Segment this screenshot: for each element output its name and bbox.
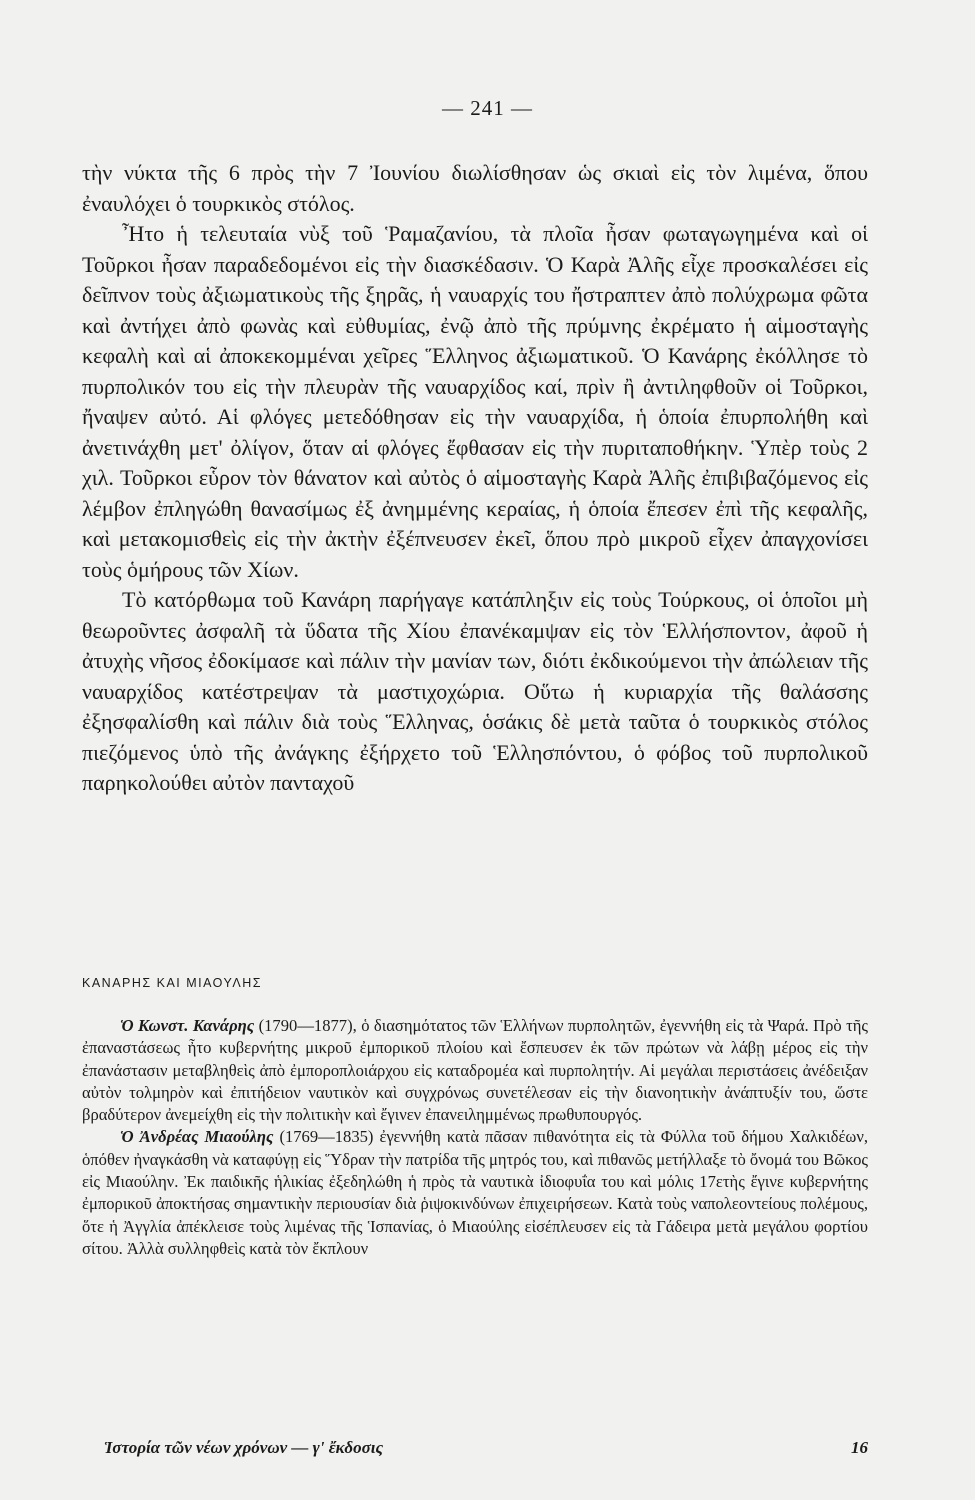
biographical-notes — [82, 1015, 868, 1260]
note-miaoulis-text: (1769—1835) ἐγεννήθη κατὰ πᾶσαν πιθανότητα εἰς τὰ Φύλλα τοῦ δήμου Χαλκιδέων, ὁπόθεν ἠναγκάσθη νὰ καταφύγῃ εἰς Ὕδραν τὴν πατρίδα τῆς μητρός του, καὶ πιθανῶς μετήλλαξε τὸ ὄνομά του Βῶκος εἰς Μιαούλην. Ἐκ παιδικῆς ἡλικίας ἐξεδηλώθη ἡ πρὸς τὰ ναυτικὰ ἰδιοφυΐα του καὶ μόλις 17ετὴς ἔγινε κυβερνήτης ἐμπορικοῦ ἀποκτήσας σημαντικὴν περιουσίαν διὰ ῥιψοκινδύνων ἐπιχειρήσεων. Κατὰ τοὺς ναπολεοντείους πολέμους, ὅτε ἡ Ἀγγλία ἀπέκλεισε τοὺς λιμένας τῆς Ἱσπανίας, ὁ Μιαούλης εἰσέπλευσεν εἰς τὰ Γάδειρα μετὰ μεγάλου φορτίου σίτου. Ἀλλὰ συλληφθεὶς κατὰ τὸν ἔκπλουν — [82, 1127, 868, 1258]
note-kanaris — [82, 1015, 868, 1126]
page-number: — 241 — — [442, 96, 533, 120]
main-text — [82, 158, 868, 799]
note-kanaris-text: (1790—1877), ὁ διασημότατος τῶν Ἑλλήνων πυρπολητῶν, ἐγεννήθη εἰς τὰ Ψαρά. Πρὸ τῆς ἐπαναστάσεως ἦτο κυβερνήτης μικροῦ ἐμπορικοῦ πλοίου καὶ ἔσπευσεν ἐκ τῶν πρώτων νὰ λάβῃ μέρος εἰς τὴν ἐπανάστασιν μεταβληθεὶς ἀπὸ ἐμποροπλοιάρχου εἰς καταδρομέα καὶ πυρπολητήν. Αἱ μεγάλαι περιστάσεις ἀνέδειξαν αὐτὸν τολμηρὸν καὶ ἐπιτήδειον ναυτικὸν καὶ συγχρόνως συνετέλεσαν εἰς τὴν διανοητικὴν ἀνάπτυξίν του, ὥστε βραδύτερον ἀνεμείχθη εἰς τὴν πολιτικὴν καὶ ἔγινεν ἐπανειλημμένως πρωθυπουργός. — [82, 1016, 868, 1125]
note-miaoulis — [82, 1126, 868, 1260]
paragraph-3: Τὸ κατόρθωμα τοῦ Κανάρη παρήγαγε κατάπληξιν εἰς τοὺς Τούρκους, οἱ ὁποῖοι μὴ θεωροῦντες ἀσφαλῆ τὰ ὕδατα τῆς Χίου ἐπανέκαμψαν εἰς τὸν Ἑλλήσποντον, ἀφοῦ ἡ ἀτυχὴς νῆσος ἐδοκίμασε καὶ πάλιν τὴν μανίαν των, διότι ἐκδικούμενοι τὴν ἀπώλειαν τῆς ναυαρχίδος κατέστρεψαν τὰ μαστιχοχώρια. Οὕτω ἡ κυριαρχία τῆς θαλάσσης ἐξησφαλίσθη καὶ πάλιν διὰ τοὺς Ἕλληνας, ὁσάκις δὲ μετὰ ταῦτα ὁ τουρκικὸς στόλος πιεζόμενος ὑπὸ τῆς ἀνάγκης ἐξήρχετο τοῦ Ἑλλησπόντου, ὁ φόβος τοῦ πυρπολικοῦ παρηκολούθει αὐτὸν πανταχοῦ — [82, 587, 868, 795]
section-heading: ΚΑΝΑΡΗΣ ΚΑΙ ΜΙΑΟΥΛΗΣ — [82, 976, 263, 990]
paragraph-1: τὴν νύκτα τῆς 6 πρὸς τὴν 7 Ἰουνίου διωλίσθησαν ὡς σκιαὶ εἰς τὸν λιμένα, ὅπου ἐναυλόχει ὁ τουρκικὸς στόλος. — [82, 160, 868, 216]
paragraph-2: Ἦτο ἡ τελευταία νὺξ τοῦ Ῥαμαζανίου, τὰ πλοῖα ἦσαν φωταγωγημένα καὶ οἱ Τοῦρκοι ἦσαν παραδεδομένοι εἰς τὴν διασκέδασιν. Ὁ Καρὰ Ἀλῆς εἶχε προσκαλέσει εἰς δεῖπνον τοὺς ἀξιωματικοὺς τῆς ξηρᾶς, ἡ ναυαρχίς του ἤστραπτεν ἀπὸ πολύχρωμα φῶτα καὶ ἀντήχει ἀπὸ φωνὰς καὶ εὐθυμίας, ἐνῷ ἀπὸ τῆς πρύμνης ἐκρέματο ἡ αἱμοσταγὴς κεφαλὴ καὶ αἱ ἀποκεκομμέναι χεῖρες Ἕλληνος ἀξιωματικοῦ. Ὁ Κανάρης ἐκόλλησε τὸ πυρπολικόν του εἰς τὴν πλευρὰν τῆς ναυαρχίδος καί, πρὶν ἢ ἀντιληφθοῦν οἱ Τοῦρκοι, ἤναψεν αὐτό. Αἱ φλόγες μετεδόθησαν εἰς τὴν ναυαρχίδα, ἡ ὁποία ἐπυρπολήθη καὶ ἀνετινάχθη μετ' ὀλίγον, ὅταν αἱ φλόγες ἔφθασαν εἰς τὴν πυριταποθήκην. Ὑπὲρ τοὺς 2 χιλ. Τοῦρκοι εὗρον τὸν θάνατον καὶ αὐτὸς ὁ αἱμοσταγὴς Καρὰ Ἀλῆς ἐπιβιβαζόμενος εἰς λέμβον ἐπληγώθη θανασίμως ἐξ ἀνημμένης κεραίας, ἡ ὁποία ἔπεσεν ἐπὶ τῆς κεφαλῆς, καὶ μετακομισθεὶς εἰς τὴν ἀκτὴν ἐξέπνευσεν ἐκεῖ, ὅπου πρὸ μικροῦ εἶχεν ἀπαγχονίσει τοὺς ὁμήρους τῶν Χίων. — [82, 221, 868, 582]
note-kanaris-name: Ὁ Κωνστ. Κανάρης — [120, 1016, 255, 1035]
book-title: Ἱστορία τῶν νέων χρόνων — γ' ἔκδοσις — [104, 1438, 384, 1457]
note-miaoulis-name: Ὁ Ἀνδρέας Μιαούλης — [120, 1127, 274, 1147]
sheet-number: 16 — [851, 1438, 868, 1457]
